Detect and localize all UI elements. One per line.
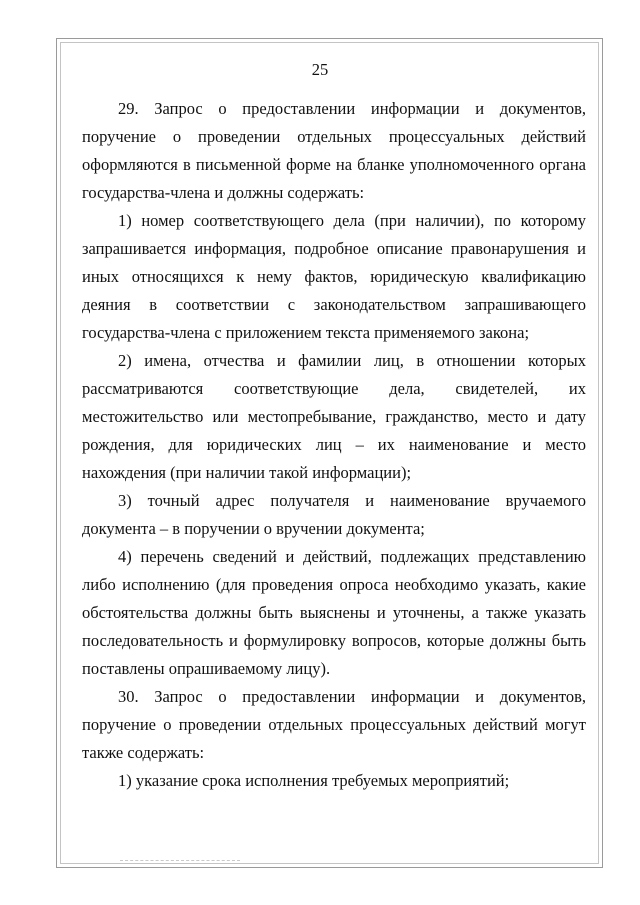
page-border-mark — [120, 860, 240, 861]
paragraph-29-item-2: 2) имена, отчества и фамилии лиц, в отношении которых рассматриваются соответствующие дела, свидетелей, их местожительство или местопребывание, гражданство, место и дату рождения, для юридических лиц – их наименование и место нахождения (при наличии такой информации); — [82, 351, 586, 482]
paragraph-29-item-1: 1) номер соответствующего дела (при наличии), по которому запрашивается информация, подробное описание правонарушения и иных относящихся к нему фактов, юридическую квалификацию деяния в соответствии с законодательством запрашивающего государства-члена с приложением текста применяемого закона; — [82, 211, 586, 342]
paragraph-29: 29. Запрос о предоставлении информации и документов, поручение о проведении отдельных процессуальных действий оформляются в письменной форме на бланке уполномоченного органа государства-члена и должны содержать: — [82, 99, 586, 202]
paragraph-30: 30. Запрос о предоставлении информации и документов, поручение о проведении отдельных процессуальных действий могут также содержать: — [82, 687, 586, 762]
document-body — [82, 95, 586, 795]
paragraph-29-item-4: 4) перечень сведений и действий, подлежащих представлению либо исполнению (для проведения опроса необходимо указать, какие обстоятельства должны быть выяснены и уточнены, а также указать последовательность и формулировку вопросов, которые должны быть поставлены опрашиваемому лицу). — [82, 547, 586, 678]
paragraph-30-item-1: 1) указание срока исполнения требуемых мероприятий; — [118, 771, 510, 790]
paragraph-29-item-3: 3) точный адрес получателя и наименование вручаемого документа – в поручении о вручении документа; — [82, 491, 586, 538]
page-number: 25 — [311, 60, 329, 79]
